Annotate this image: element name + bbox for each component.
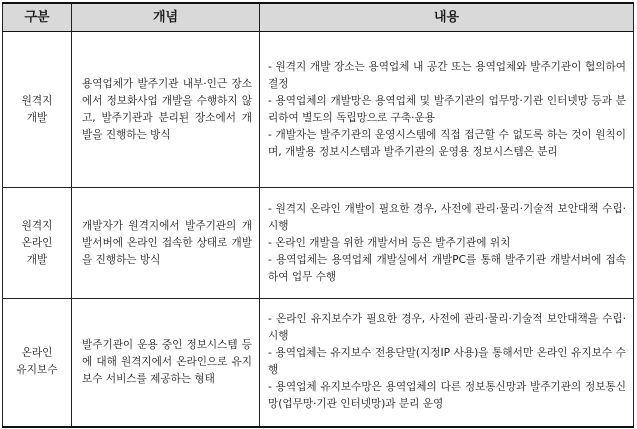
row-content — [260, 299, 634, 427]
row-content — [260, 188, 634, 299]
category-text: 원격지 온라인 개발 — [21, 219, 53, 266]
row-content — [260, 32, 634, 188]
content-bullet: - 온라인 유지보수가 필요한 경우, 사전에 관리·물리·기술적 보안대책을 수립·시행 — [268, 313, 626, 343]
table-row — [3, 188, 634, 299]
row-concept: 용역업체가 발주기관 내부·인근 장소에서 정보화사업 개발을 수행하지 않고, 발주기관과 분리된 장소에서 개발을 진행하는 방식 — [72, 32, 260, 188]
header-content: 내용 — [260, 3, 634, 32]
table-row — [3, 299, 634, 427]
category-text: 원격지 개발 — [21, 94, 53, 124]
content-bullet: - 용역업체는 용역업체 개발실에서 개발PC를 통해 발주기관 개발서버에 접속하여 업무 수행 — [268, 253, 626, 283]
content-bullet: - 용역업체는 유지보수 전용단말(지정IP 사용)을 통해서만 온라인 유지보수 수행 — [268, 347, 626, 377]
content-bullet: - 원격지 온라인 개발이 필요한 경우, 사전에 관리·물리·기술적 보안대책 수립·시행 — [268, 202, 626, 232]
content-bullet: - 온라인 개발을 위한 개발서버 등은 발주기관에 위치 — [268, 236, 511, 249]
row-category — [3, 32, 72, 188]
header-category: 구분 — [3, 3, 72, 32]
header-row — [3, 3, 634, 32]
row-category — [3, 188, 72, 299]
row-category — [3, 299, 72, 427]
table-row — [3, 32, 634, 188]
category-text: 온라인 유지보수 — [16, 347, 58, 377]
content-bullet: - 개발자는 발주기관의 운영시스템에 직접 접근할 수 없도록 하는 것이 원칙이며, 개발용 정보시스템과 발주기관의 운영용 정보시스템은 분리 — [268, 128, 626, 158]
content-bullet: - 용역업체 유지보수망은 용역업체의 다른 정보통신망과 발주기관의 정보통신망(업무망·기관 인터넷망)과 분리 운영 — [268, 381, 626, 411]
content-bullet: - 용역업체의 개발망은 용역업체 및 발주기관의 업무망·기관 인터넷망 등과 분리하여 별도의 독립망으로 구축·운용 — [268, 94, 626, 124]
row-concept: 개발자가 원격지에서 발주기관의 개발서버에 온라인 접속한 상태로 개발을 진행하는 방식 — [72, 188, 260, 299]
content-bullet: - 원격지 개발 장소는 용역업체 내 공간 또는 용역업체와 발주기관이 협의하여 결정 — [268, 60, 626, 90]
header-concept: 개념 — [72, 3, 260, 32]
row-concept: 발주기관이 운용 중인 정보시스템 등에 대해 원격지에서 온라인으로 유지보수 서비스를 제공하는 형태 — [72, 299, 260, 427]
comparison-table — [2, 2, 634, 428]
